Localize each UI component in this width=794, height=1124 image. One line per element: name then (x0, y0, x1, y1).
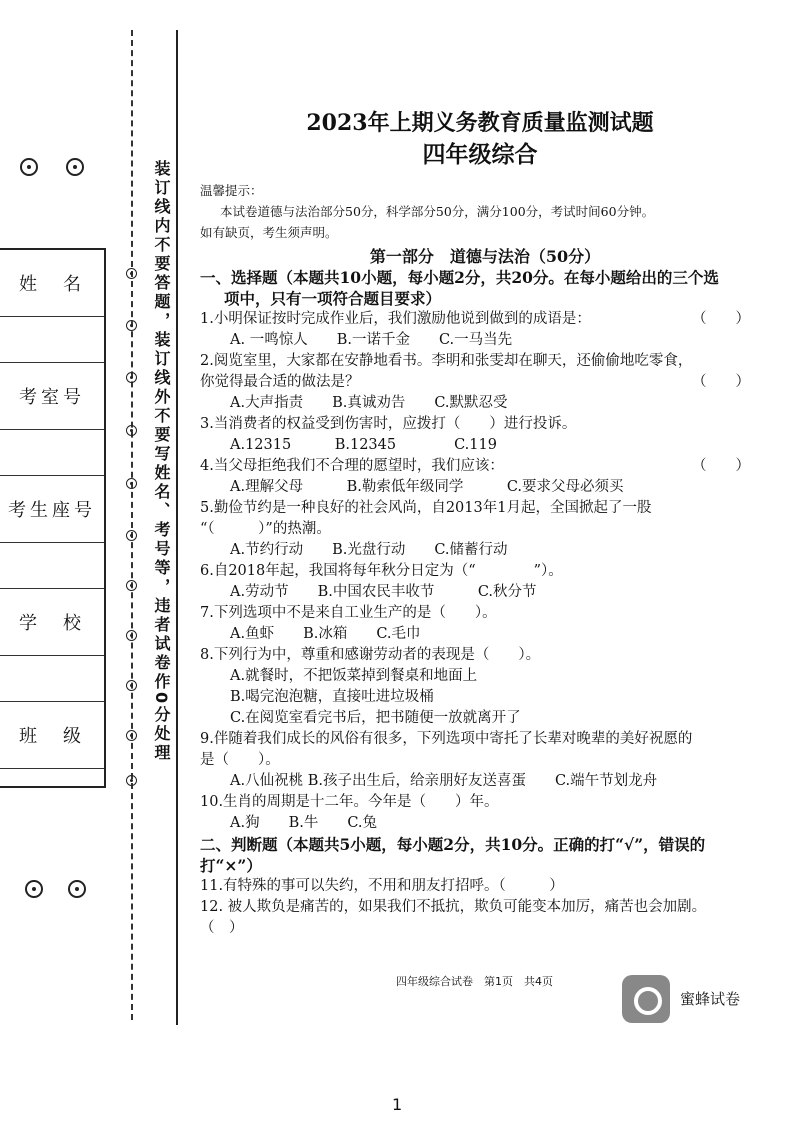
binding-hole-mark (25, 880, 43, 898)
question-5b: “（ ）”的热潮。 (200, 521, 331, 537)
info-field-name[interactable] (0, 317, 104, 363)
binding-warning-text: 装订线内不要答题，装订线外不要写姓名、考号等，违者试卷作0分处理 (152, 160, 171, 764)
binding-dot (126, 775, 137, 786)
question-option-b: B.喝完泡泡糖，直接吐进垃圾桶 (230, 689, 434, 705)
part-title: 第一部分 道德与法治（50分） (369, 247, 601, 266)
answer-blank[interactable]: （ ） (692, 374, 750, 390)
info-field-room[interactable] (0, 430, 104, 476)
binding-dot (126, 372, 137, 383)
question-text: 你觉得最合适的做法是？ (200, 374, 360, 390)
answer-blank[interactable]: （ ） (692, 458, 750, 474)
question-options: A.12315 B.12345 C.119 (230, 437, 497, 453)
question-9b: 是（ ）。 (200, 752, 280, 768)
question-1 (200, 309, 770, 330)
info-label-seat: 考生座号 (0, 476, 104, 543)
info-label-class: 班 级 (0, 702, 104, 769)
question-text: 4.当父母拒绝我们不合理的愿望时，我们应该： (200, 458, 504, 474)
question-6: 6.自2018年起，我国将每年秋分日定为（“ ”）。 (200, 563, 563, 579)
brand-name: 蜜蜂试卷 (680, 990, 741, 1008)
question-option-a: A.就餐时，不把饭菜掉到餐桌和地面上 (230, 668, 478, 684)
question-options: A.八仙祝桃 B.孩子出生后，给亲朋好友送喜蛋 C.端午节划龙舟 (230, 773, 658, 789)
info-label-name: 姓 名 (0, 250, 104, 317)
question-text: 1.小明保证按时完成作业后，我们激励他说到做到的成语是： (200, 311, 591, 327)
question-12: 12. 被人欺负是痛苦的，如果我们不抵抗，欺负可能变本加厉，痛苦也会加剧。 (200, 899, 707, 915)
tips-line: 本试卷道德与法治部分50分，科学部分50分，满分100分，考试时间60分钟。 (220, 204, 655, 219)
question-8: 8.下列行为中，尊重和感谢劳动者的表现是（ ）。 (200, 647, 541, 663)
question-options: A.鱼虾 B.冰箱 C.毛巾 (230, 626, 421, 642)
question-options: A.劳动节 B.中国农民丰收节 C.秋分节 (230, 584, 537, 600)
question-options: A. 一鸣惊人 B.一诺千金 C.一马当先 (230, 332, 513, 348)
binding-dot (126, 680, 137, 691)
page-number: 1 (392, 1095, 403, 1114)
question-11: 11.有特殊的事可以失约，不用和朋友打招呼。（ ） (200, 878, 564, 894)
info-label-school: 学 校 (0, 589, 104, 656)
brand-logo-icon (622, 975, 670, 1023)
question-options: A.狗 B.牛 C.兔 (230, 815, 378, 831)
question-9: 9.伴随着我们成长的风俗有很多，下列选项中寄托了长辈对晚辈的美好祝愿的 (200, 731, 693, 747)
page-footer: 四年级综合试卷 第1页 共4页 (396, 975, 553, 988)
binding-solid-line (176, 30, 178, 1025)
question-4 (200, 456, 770, 477)
question-2: 2.阅览室里，大家都在安静地看书。李明和张雯却在聊天，还偷偷地吃零食， (200, 353, 693, 369)
answer-blank[interactable]: （ ） (200, 920, 244, 936)
tips-label: 温馨提示： (200, 183, 263, 198)
question-3: 3.当消费者的权益受到伤害时，应拨打（ ）进行投诉。 (200, 416, 577, 432)
tips-line: 如有缺页，考生须声明。 (200, 225, 338, 240)
binding-dot (126, 530, 137, 541)
section-title: 二、判断题（本题共5小题，每小题2分，共10分。正确的打“√”，错误的 (200, 835, 706, 854)
info-field-seat[interactable] (0, 543, 104, 589)
exam-content (200, 180, 770, 939)
answer-blank[interactable]: （ ） (692, 311, 750, 327)
binding-dot (126, 630, 137, 641)
binding-dot (126, 478, 137, 489)
section-title: 打“×”） (200, 856, 262, 875)
student-info-table (0, 248, 106, 788)
question-7: 7.下列选项中不是来自工业生产的是（ ）。 (200, 605, 497, 621)
binding-dot (126, 268, 137, 279)
binding-dot (126, 730, 137, 741)
info-field-school[interactable] (0, 656, 104, 702)
binding-dot (126, 425, 137, 436)
question-10: 10.生肖的周期是十二年。今年是（ ）年。 (200, 794, 499, 810)
info-label-room: 考室号 (0, 363, 104, 430)
binding-dashed-line (131, 30, 133, 1020)
question-options: A.节约行动 B.光盘行动 C.储蓄行动 (230, 542, 508, 558)
exam-subtitle: 四年级综合 (422, 141, 538, 168)
binding-hole-mark (66, 158, 84, 176)
question-2b (200, 372, 770, 393)
binding-dot (126, 320, 137, 331)
section-title: 项中，只有一项符合题目要求） (224, 289, 442, 308)
binding-hole-mark (20, 158, 38, 176)
question-options: A.大声指责 B.真诚劝告 C.默默忍受 (230, 395, 508, 411)
question-5: 5.勤俭节约是一种良好的社会风尚，自2013年1月起，全国掀起了一股 (200, 500, 652, 516)
exam-title: 2023年上期义务教育质量监测试题 (306, 110, 654, 136)
question-options: A.理解父母 B.勒索低年级同学 C.要求父母必须买 (230, 479, 624, 495)
binding-hole-mark (68, 880, 86, 898)
question-option-c: C.在阅览室看完书后，把书随便一放就离开了 (230, 710, 521, 726)
binding-dot (126, 580, 137, 591)
section-title: 一、选择题（本题共10小题，每小题2分，共20分。在每小题给出的三个选 (200, 268, 719, 287)
